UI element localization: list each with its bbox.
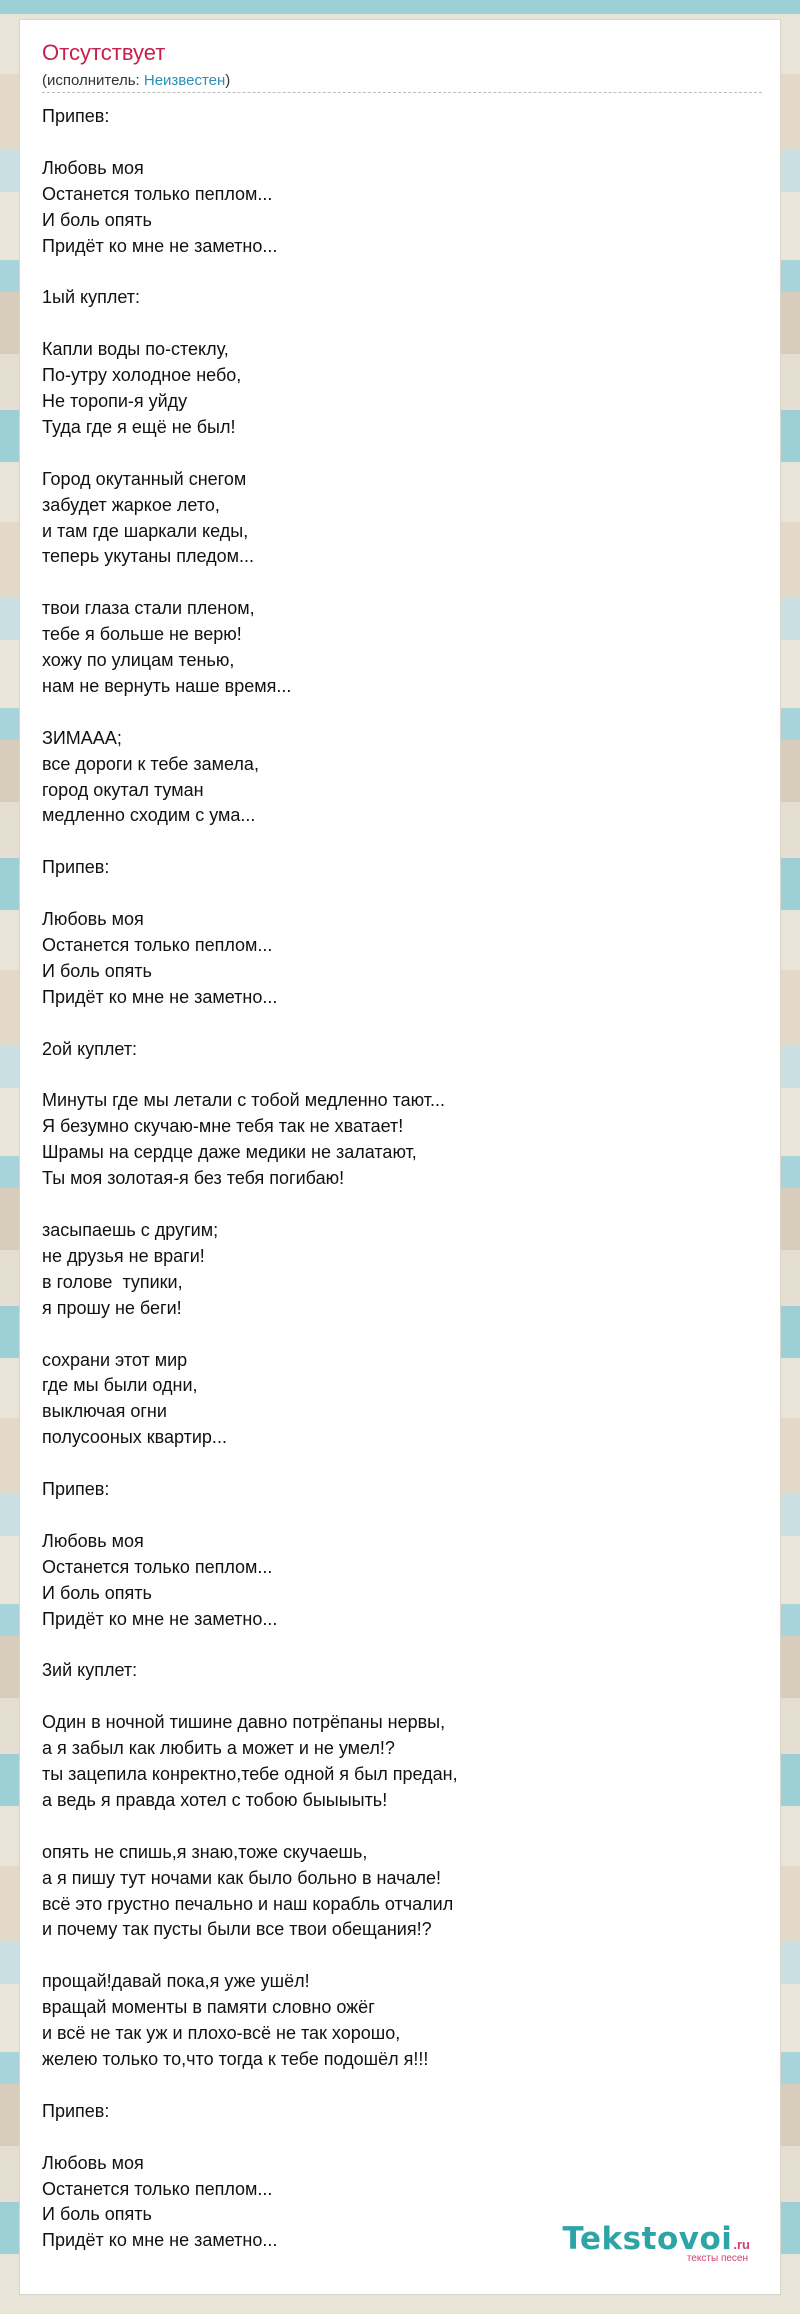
- logo-suffix: .ru: [733, 2237, 750, 2252]
- lyrics-page: [20, 20, 780, 2294]
- song-title: Отсутствует: [42, 40, 166, 65]
- artist-prefix: (исполнитель:: [42, 72, 144, 89]
- artist-line: [42, 72, 230, 89]
- logo-wordmark: Tekstovoi: [562, 2221, 733, 2257]
- artist-link[interactable]: Неизвестен: [143, 72, 226, 89]
- site-logo[interactable]: [563, 2221, 751, 2264]
- artist-suffix: ): [225, 72, 231, 89]
- dashed-divider: [42, 92, 762, 93]
- lyrics-text: Припев: Любовь моя Останется только пеплом... И боль опять Придёт ко мне не заметно... 1ый куплет: Капли воды по-стеклу, По-утру холодное небо, Не торопи-я уйду Туда где я ещё не был! Город окутанный снегом забудет жаркое лето, и там где шаркали кеды, теперь укутаны пледом... твои глаза стали пленом, тебе я больше не верю! хожу по улицам тенью, нам не вернуть наше время... ЗИМААА; все дороги к тебе замела, город окутал туман медленно сходим с ума... Припев: Любовь моя Останется только пеплом... И боль опять Придёт ко мне не заметно... 2ой куплет: Минуты где мы летали с тобой медленно тают... Я безумно скучаю-мне тебя так не хватает! Шрамы на сердце даже медики не залатают, Ты моя золотая-я без тебя погибаю! засыпаешь с другим; не друзья не враги! в голове тупики, я прошу не беги! сохрани этот мир где мы были одни, выключая огни полусооных квартир... Припев: Любовь моя Останется только пеплом... И боль опять Придёт ко мне не заметно... 3ий куплет: Один в ночной тишине давно потрёпаны нервы, а я забыл как любить а может и не умел!? ты зацепила конректно,тебе одной я был предан, а ведь я правда хотел с тобою быыыыть! опять не спишь,я знаю,тоже скучаешь, а я пишу тут ночами как было больно в начале! всё это грустно печально и наш корабль отчалил и почему так пусты были все твои обещания!? прощай!давай пока,я уже ушёл! вращай моменты в памяти словно ожёг и всё не так уж и плохо-всё не так хорошо, желею только то,что тогда к тебе подошёл я!!! Припев: Любовь моя Останется только пеплом... И боль опять Придёт ко мне не заметно...: [42, 106, 458, 2251]
- logo-tagline: тексты песен: [686, 2253, 748, 2264]
